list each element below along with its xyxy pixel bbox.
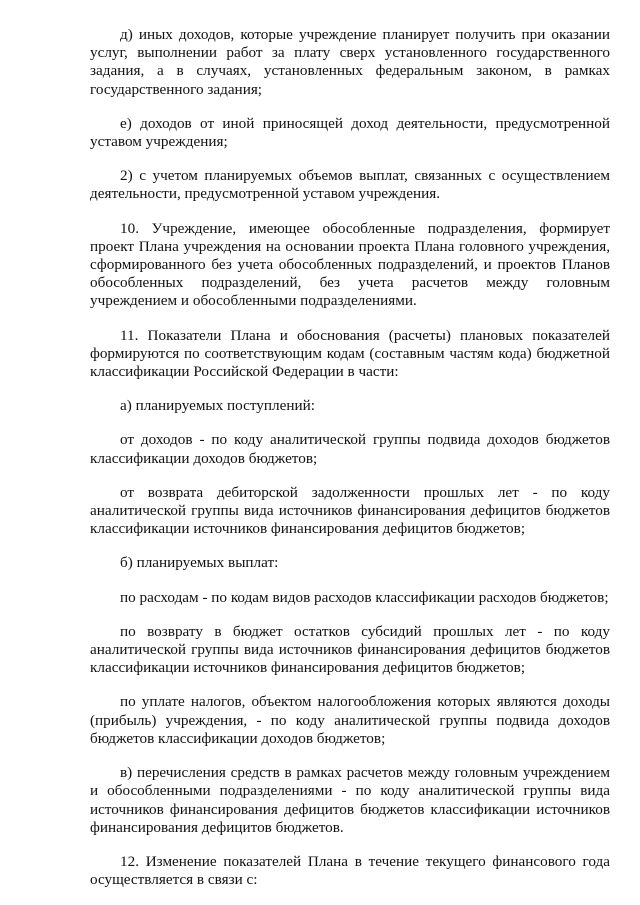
paragraph-expenses: по расходам - по кодам видов расходов классификации расходов бюджетов; [120,588,609,606]
paragraph-item-v: в) перечисления средств в рамках расчетов между головным учреждением и обособленными подразделениями - по коду аналитической группы вида источников финансирования дефицитов бюджетов классификации источников финансирования дефицитов бюджетов. [90,764,610,836]
paragraph-item-a: а) планируемых поступлений: [120,397,315,415]
paragraph-subsidy-return: по возврату в бюджет остатков субсидий прошлых лет - по коду аналитической группы вида источников финансирования дефицитов бюджетов классификации источников финансирования дефицитов бюджетов; [90,622,610,677]
paragraph-taxes: по уплате налогов, объектом налогообложения которых являются доходы (прибыль) учреждения, - по коду аналитической группы подвида доходов бюджетов классификации доходов бюджетов; [90,693,610,747]
paragraph-section-10: 10. Учреждение, имеющее обособленные подразделения, формирует проект Плана учреждения на основании проекта Плана головного учреждения, сформированного без учета обособленных подразделений, и проектов Планов обособленных подразделений, без учета расчетов между головным учреждением и обособленными подразделениями. [90,219,610,310]
paragraph-section-12: 12. Изменение показателей Плана в течение текущего финансового года осуществляется в связи с: [90,852,610,889]
paragraph-item-d: д) иных доходов, которые учреждение планирует получить при оказании услуг, выполнении работ за плату сверх установленного государственного задания, а в случаях, установленных федеральным законом, в рамках государственного задания; [90,26,610,98]
document-page [90,26,610,889]
paragraph-item-b: б) планируемых выплат: [120,554,279,572]
paragraph-income: от доходов - по коду аналитической группы подвида доходов бюджетов классификации доходов бюджетов; [90,431,610,467]
paragraph-item-e: е) доходов от иной приносящей доход деятельности, предусмотренной уставом учреждения; [90,114,610,151]
paragraph-receivables-return: от возврата дебиторской задолженности прошлых лет - по коду аналитической группы вида источников финансирования дефицитов бюджетов классификации источников финансирования дефицитов бюджетов; [90,483,610,538]
paragraph-item-2: 2) с учетом планируемых объемов выплат, связанных с осуществлением деятельности, предусмотренной уставом учреждения. [90,167,610,203]
paragraph-section-11: 11. Показатели Плана и обоснования (расчеты) плановых показателей формируются по соответствующим кодам (составным частям кода) бюджетной классификации Российской Федерации в части: [90,326,610,381]
